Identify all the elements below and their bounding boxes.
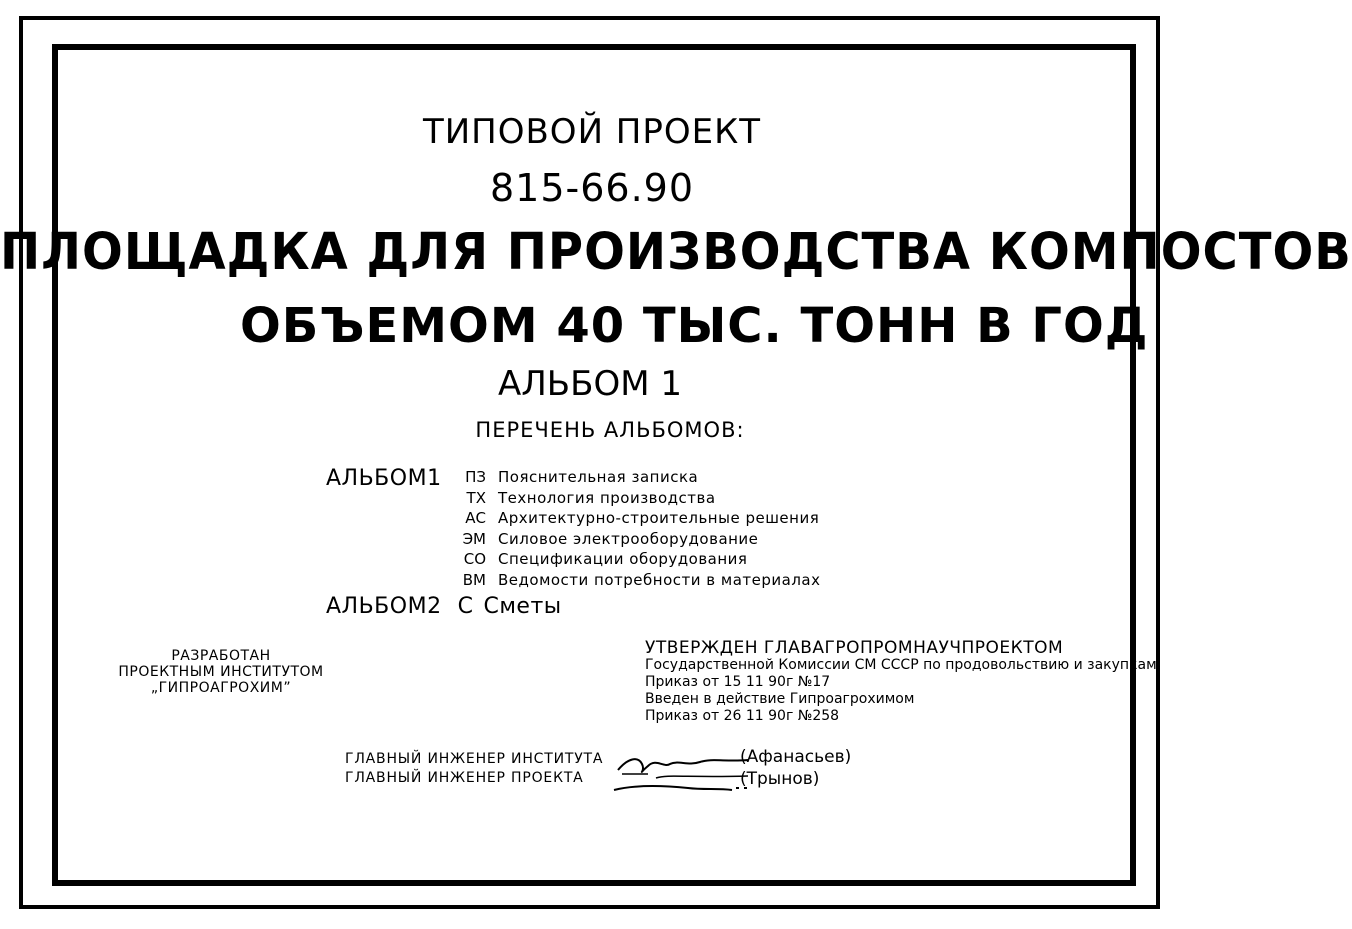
approval-line-5: Приказ от 26 11 90г №258 (645, 708, 840, 724)
list-item (440, 529, 820, 550)
title-line-1: ПЛОЩАДКА ДЛЯ ПРОИЗВОДСТВА КОМПОСТОВ (0, 222, 1352, 282)
section-code: ЭМ (462, 529, 486, 548)
album2-label: АЛЬБОМ2 (326, 594, 442, 619)
album-label: АЛЬБОМ 1 (497, 364, 682, 404)
name-trynov: (Трынов) (740, 769, 820, 789)
list-item (440, 549, 820, 570)
section-desc: Ведомости потребности в материалах (498, 570, 821, 589)
section-desc: Спецификации оборудования (498, 550, 748, 568)
album2-code: С (457, 594, 474, 619)
list-item (440, 488, 820, 509)
section-desc: Архитектурно-строительные решения (498, 509, 820, 527)
section-desc: Технология производства (498, 488, 716, 507)
album2-row (326, 594, 562, 619)
album1-label: АЛЬБОМ1 (326, 466, 442, 491)
project-type-label: ТИПОВОЙ ПРОЕКТ (422, 112, 762, 152)
developer-block (106, 648, 336, 696)
list-item (440, 570, 820, 591)
approval-line-1: УТВЕРЖДЕН ГЛАВАГРОПРОМНАУЧПРОЕКТОМ (645, 638, 1064, 658)
approval-block (645, 640, 1157, 725)
album1-contents (440, 467, 820, 590)
handwritten-signature (608, 748, 758, 798)
section-code: ПЗ (465, 468, 486, 486)
section-code: ВМ (462, 570, 486, 589)
developer-line-2: ПРОЕКТНЫМ ИНСТИТУТОМ (118, 664, 324, 680)
name-afanasev: (Афанасьев) (740, 747, 852, 767)
approval-line-4: Введен в действие Гипроагрохимом (645, 691, 915, 707)
chief-engineer-project-label: ГЛАВНЫЙ ИНЖЕНЕР ПРОЕКТА (345, 770, 584, 786)
section-desc: Пояснительная записка (498, 468, 699, 486)
section-code: АС (465, 509, 486, 527)
list-item (440, 508, 820, 529)
approval-line-3: Приказ от 15 11 90г №17 (645, 674, 831, 690)
section-code: ТХ (466, 488, 486, 507)
developer-line-3: „ГИПРОАГРОХИМ” (150, 680, 292, 696)
developer-line-1: РАЗРАБОТАН (171, 648, 271, 664)
album2-desc: Сметы (483, 594, 562, 619)
title-line-2: ОБЪЕМОМ 40 ТЫС. ТОНН В ГОД (240, 298, 1149, 354)
chief-engineer-institute-label: ГЛАВНЫЙ ИНЖЕНЕР ИНСТИТУТА (345, 751, 604, 767)
album-list-heading: ПЕРЕЧЕНЬ АЛЬБОМОВ: (475, 418, 745, 442)
section-desc: Силовое электрооборудование (498, 529, 759, 548)
signature-names (740, 746, 851, 790)
approval-line-2: Государственной Комиссии СМ СССР по продовольствию и закупкам (645, 657, 1157, 673)
section-code: СО (463, 550, 486, 568)
list-item (440, 467, 820, 488)
signature-roles (345, 750, 603, 788)
project-number: 815-66.90 (489, 166, 695, 210)
